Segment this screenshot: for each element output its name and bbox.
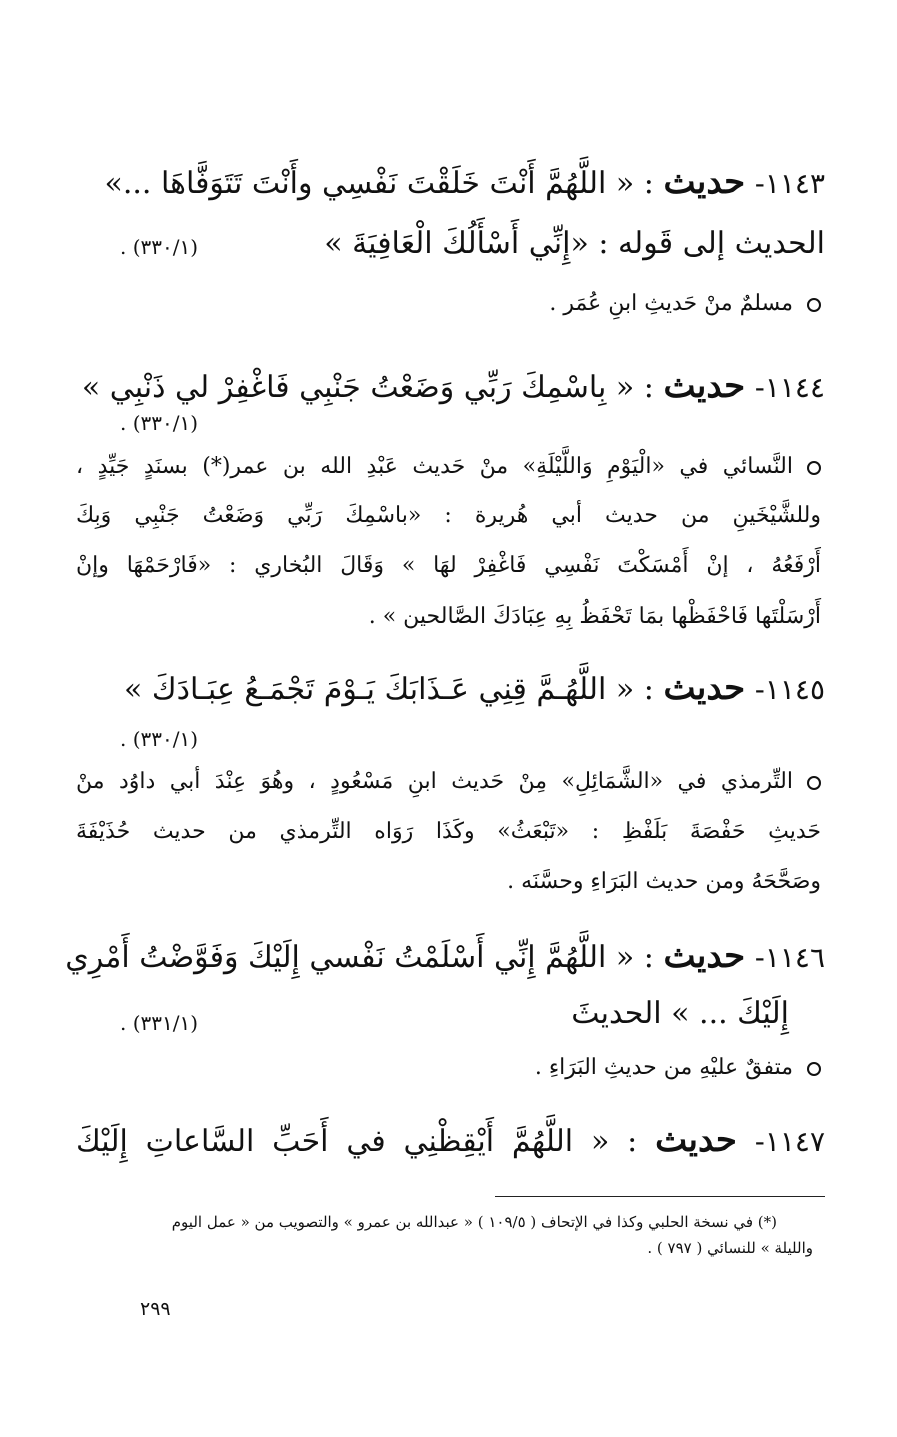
hadith-heading-1144 bbox=[76, 364, 825, 410]
footnote-text: والليلة » للنسائي ( ٧٩٧ ) . bbox=[647, 1239, 813, 1257]
hadith-heading-1147 bbox=[76, 1118, 825, 1164]
volume-page-reference: (٣٣٠/١) . bbox=[120, 235, 199, 259]
volume-page-reference: (٣٣٠/١) . bbox=[120, 411, 199, 435]
entry-number: ١١٤٥- bbox=[754, 673, 825, 706]
hadith-text: : « اللَّهُمَّ إِنِّي أَسْلَمْتُ نَفْسي إِلَيْكَ وَفَوَّضْتُ أَمْرِي bbox=[65, 940, 654, 975]
bullet-circle-icon bbox=[807, 298, 821, 312]
entry-keyword: حديث bbox=[655, 1120, 737, 1160]
footnote-text: (*) في نسخة الحلبي وكذا في الإتحاف ( ١٠٩/٥ ) « عبدالله بن عمرو » والتصويب من « عمل اليوم bbox=[171, 1213, 777, 1231]
hadith-text: : « بِاسْمِكَ رَبِّي وَضَعْتُ جَنْبِي فَاغْفِرْ لي ذَنْبِي » bbox=[81, 370, 654, 405]
volume-page-reference: (٣٣١/١) . bbox=[120, 1011, 199, 1035]
hadith-text: : « اللَّهُمَّ أَيْقِظْنِي في أَحَبِّ السَّاعاتِ إِلَيْكَ bbox=[76, 1124, 638, 1159]
takhrij-note: أَرْسَلْتَها فَاحْفَظْها بمَا تَحْفَظُ بِهِ عِبَادَكَ الصَّالحين » . bbox=[368, 604, 821, 629]
hadith-heading-1145 bbox=[76, 666, 825, 712]
bullet-circle-icon bbox=[807, 1062, 821, 1076]
takhrij-note: التِّرمذي في «الشَّمَائِلِ» مِنْ حَديث ابنِ مَسْعُودٍ ، وهُوَ عِنْدَ أبي داوُد منْ bbox=[76, 769, 793, 794]
hadith-text: : « اللَّهُمَّ أَنْتَ خَلَقْتَ نَفْسِي وأَنْتَ تَتَوَفَّاهَا ...» bbox=[104, 166, 654, 201]
bullet-circle-icon bbox=[807, 776, 821, 790]
entry-keyword: حديث bbox=[663, 668, 746, 708]
entry-keyword: حديث bbox=[663, 366, 746, 406]
entry-keyword: حديث bbox=[663, 162, 746, 202]
volume-page-reference: (٣٣٠/١) . bbox=[120, 727, 199, 751]
hadith-heading-1143 bbox=[76, 160, 825, 206]
entry-number: ١١٤٣- bbox=[754, 167, 825, 200]
hadith-text: : « اللَّهُـمَّ قِنِي عَـذَابَكَ يَـوْمَ تَجْمَـعُ عِبَـادَكَ » bbox=[124, 672, 654, 707]
footnote-separator bbox=[495, 1196, 825, 1197]
entry-number: ١١٤٧- bbox=[754, 1125, 825, 1158]
page-number: ٢٩٩ bbox=[140, 1298, 171, 1320]
takhrij-note: حَديثِ حَفْصَةَ بَلَفْظِ : «تَبْعَثُ» وكَذَا رَوَاه التِّرمذي من حديث حُذَيْفَةَ bbox=[76, 819, 821, 844]
hadith-heading-1146 bbox=[65, 934, 825, 980]
takhrij-note: متفقٌ عليْهِ من حديثِ البَرَاءِ . bbox=[534, 1055, 793, 1080]
entry-number: ١١٤٦- bbox=[754, 941, 825, 974]
takhrij-note: وللشَّيْخَينِ من حديث أبي هُريرة : «باسْمِكَ رَبِّي وَضَعْتُ جَنْبِي وَبِكَ bbox=[76, 503, 821, 528]
takhrij-note: وصَحَّحَهُ ومن حديث البَرَاءِ وحسَّنَه . bbox=[507, 869, 821, 894]
entry-keyword: حديث bbox=[663, 936, 746, 976]
takhrij-note: مسلمٌ منْ حَديثِ ابنِ عُمَر . bbox=[549, 291, 793, 316]
hadith-text-continued: إِلَيْكَ ... » الحديثَ bbox=[571, 996, 789, 1031]
takhrij-note: أَرْفَعُهُ ، إنْ أَمْسَكْتَ نَفْسِي فَاغْفِرْ لهَا » وَقَالَ البُخاري : «فَارْحَمْهَا وإنْ bbox=[76, 553, 821, 578]
bullet-circle-icon bbox=[807, 461, 821, 475]
takhrij-note: النَّسائي في «الْيَوْمِ وَاللَّيْلَةِ» منْ حَديث عَبْدِ الله بن عمر(*) بسنَدٍ جَيِّدٍ ، bbox=[76, 454, 793, 479]
entry-number: ١١٤٤- bbox=[754, 371, 825, 404]
hadith-text-continued: الحديث إلى قَوله : «إِنِّي أَسْأَلُكَ الْعَافِيَةَ » bbox=[324, 226, 825, 261]
